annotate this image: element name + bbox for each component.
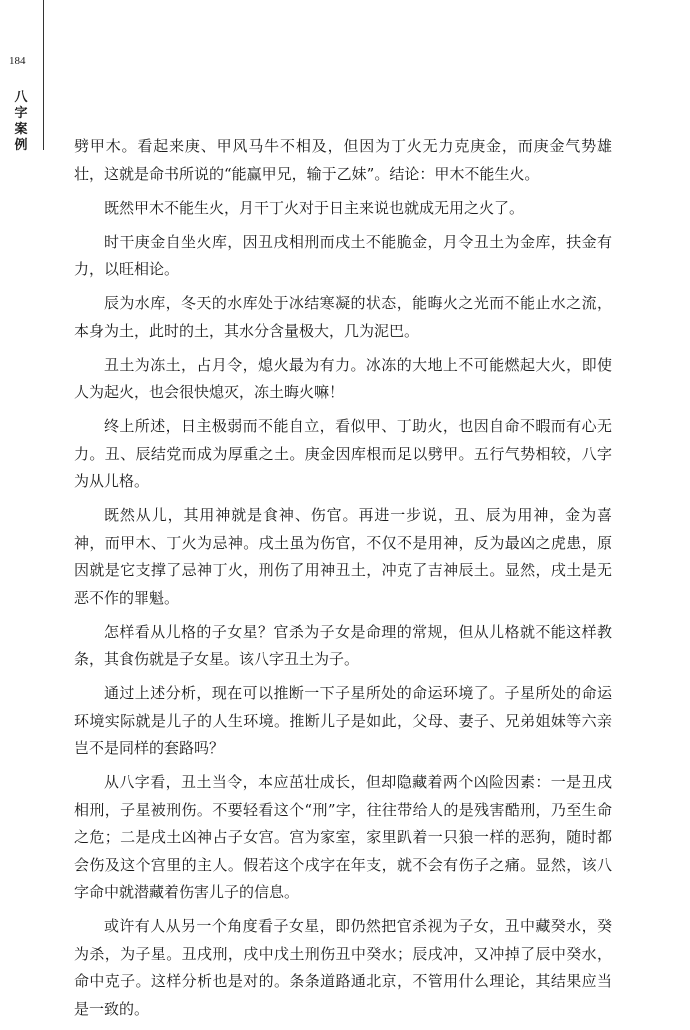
page-number: 184 bbox=[9, 55, 26, 67]
section-label: 八字案例 bbox=[14, 90, 28, 153]
paragraph: 丑土为冻土，占月令，熄火最为有力。冰冻的大地上不可能燃起大火，即使人为起火，也会很快熄灭，冻土晦火嘛！ bbox=[74, 355, 612, 401]
paragraph-continuation: 劈甲木。看起来庚、甲风马牛不相及，但因为丁火无力克庚金，而庚金气势雄壮，这就是命书所说的“能赢甲兄，输于乙妹”。结论：甲木不能生火。 bbox=[74, 137, 612, 183]
paragraph: 怎样看从儿格的子女星？官杀为子女是命理的常规，但从儿格就不能这样教条，其食伤就是子女星。该八字丑土为子。 bbox=[74, 622, 612, 668]
paragraph: 辰为水库，冬天的水库处于冰结寒凝的状态，能晦火之光而不能止水之流，本身为土，此时的土，其水分含量极大，几为泥巴。 bbox=[74, 294, 612, 340]
paragraph: 通过上述分析，现在可以推断一下子星所处的命运环境了。子星所处的命运环境实际就是儿子的人生环境。推断儿子是如此，父母、妻子、兄弟姐妹等六亲岂不是同样的套路吗？ bbox=[74, 684, 612, 757]
paragraph: 时干庚金自坐火库，因丑戌相刑而戌土不能脆金，月令丑土为金库，扶金有力，以旺相论。 bbox=[74, 232, 612, 278]
paragraph: 或许有人从另一个角度看子女星，即仍然把官杀视为子女，丑中藏癸水，癸为杀，为子星。丑戌刑，戌中戊土刑伤丑中癸水；辰戌冲，又冲掉了辰中癸水，命中克子。这样分析也是对的。条条道路通北京，不管用什么理论，其结果应当是一致的。 bbox=[74, 917, 612, 1018]
paragraph: 既然甲木不能生火，月干丁火对于日主来说也就成无用之火了。 bbox=[104, 198, 525, 217]
text-body bbox=[74, 133, 612, 1030]
margin-rule bbox=[43, 0, 44, 150]
paragraph: 终上所述，日主极弱而不能自立，看似甲、丁助火，也因自命不暇而有心无力。丑、辰结党而成为厚重之土。庚金因库根而足以劈甲。五行气势相较，八字为从儿格。 bbox=[74, 417, 612, 490]
paragraph: 从八字看，丑土当令，本应茁壮成长，但却隐藏着两个凶险因素：一是丑戌相刑，子星被刑伤。不要轻看这个“刑”字，往往带给人的是残害酷刑，乃至生命之危；二是戌土凶神占子女宫。宫为家室，家里趴着一只狼一样的恶狗，随时都会伤及这个宫里的主人。假若这个戌字在年支，就不会有伤子之痛。显然，该八字命中就潜藏着伤害儿子的信息。 bbox=[74, 773, 612, 901]
paragraph: 既然从儿，其用神就是食神、伤官。再进一步说，丑、辰为用神，金为喜神，而甲木、丁火为忌神。戌土虽为伤官，不仅不是用神，反为最凶之虎患，原因就是它支撑了忌神丁火，刑伤了用神丑土，冲克了吉神辰土。显然，戌土是无恶不作的罪魁。 bbox=[74, 506, 612, 607]
